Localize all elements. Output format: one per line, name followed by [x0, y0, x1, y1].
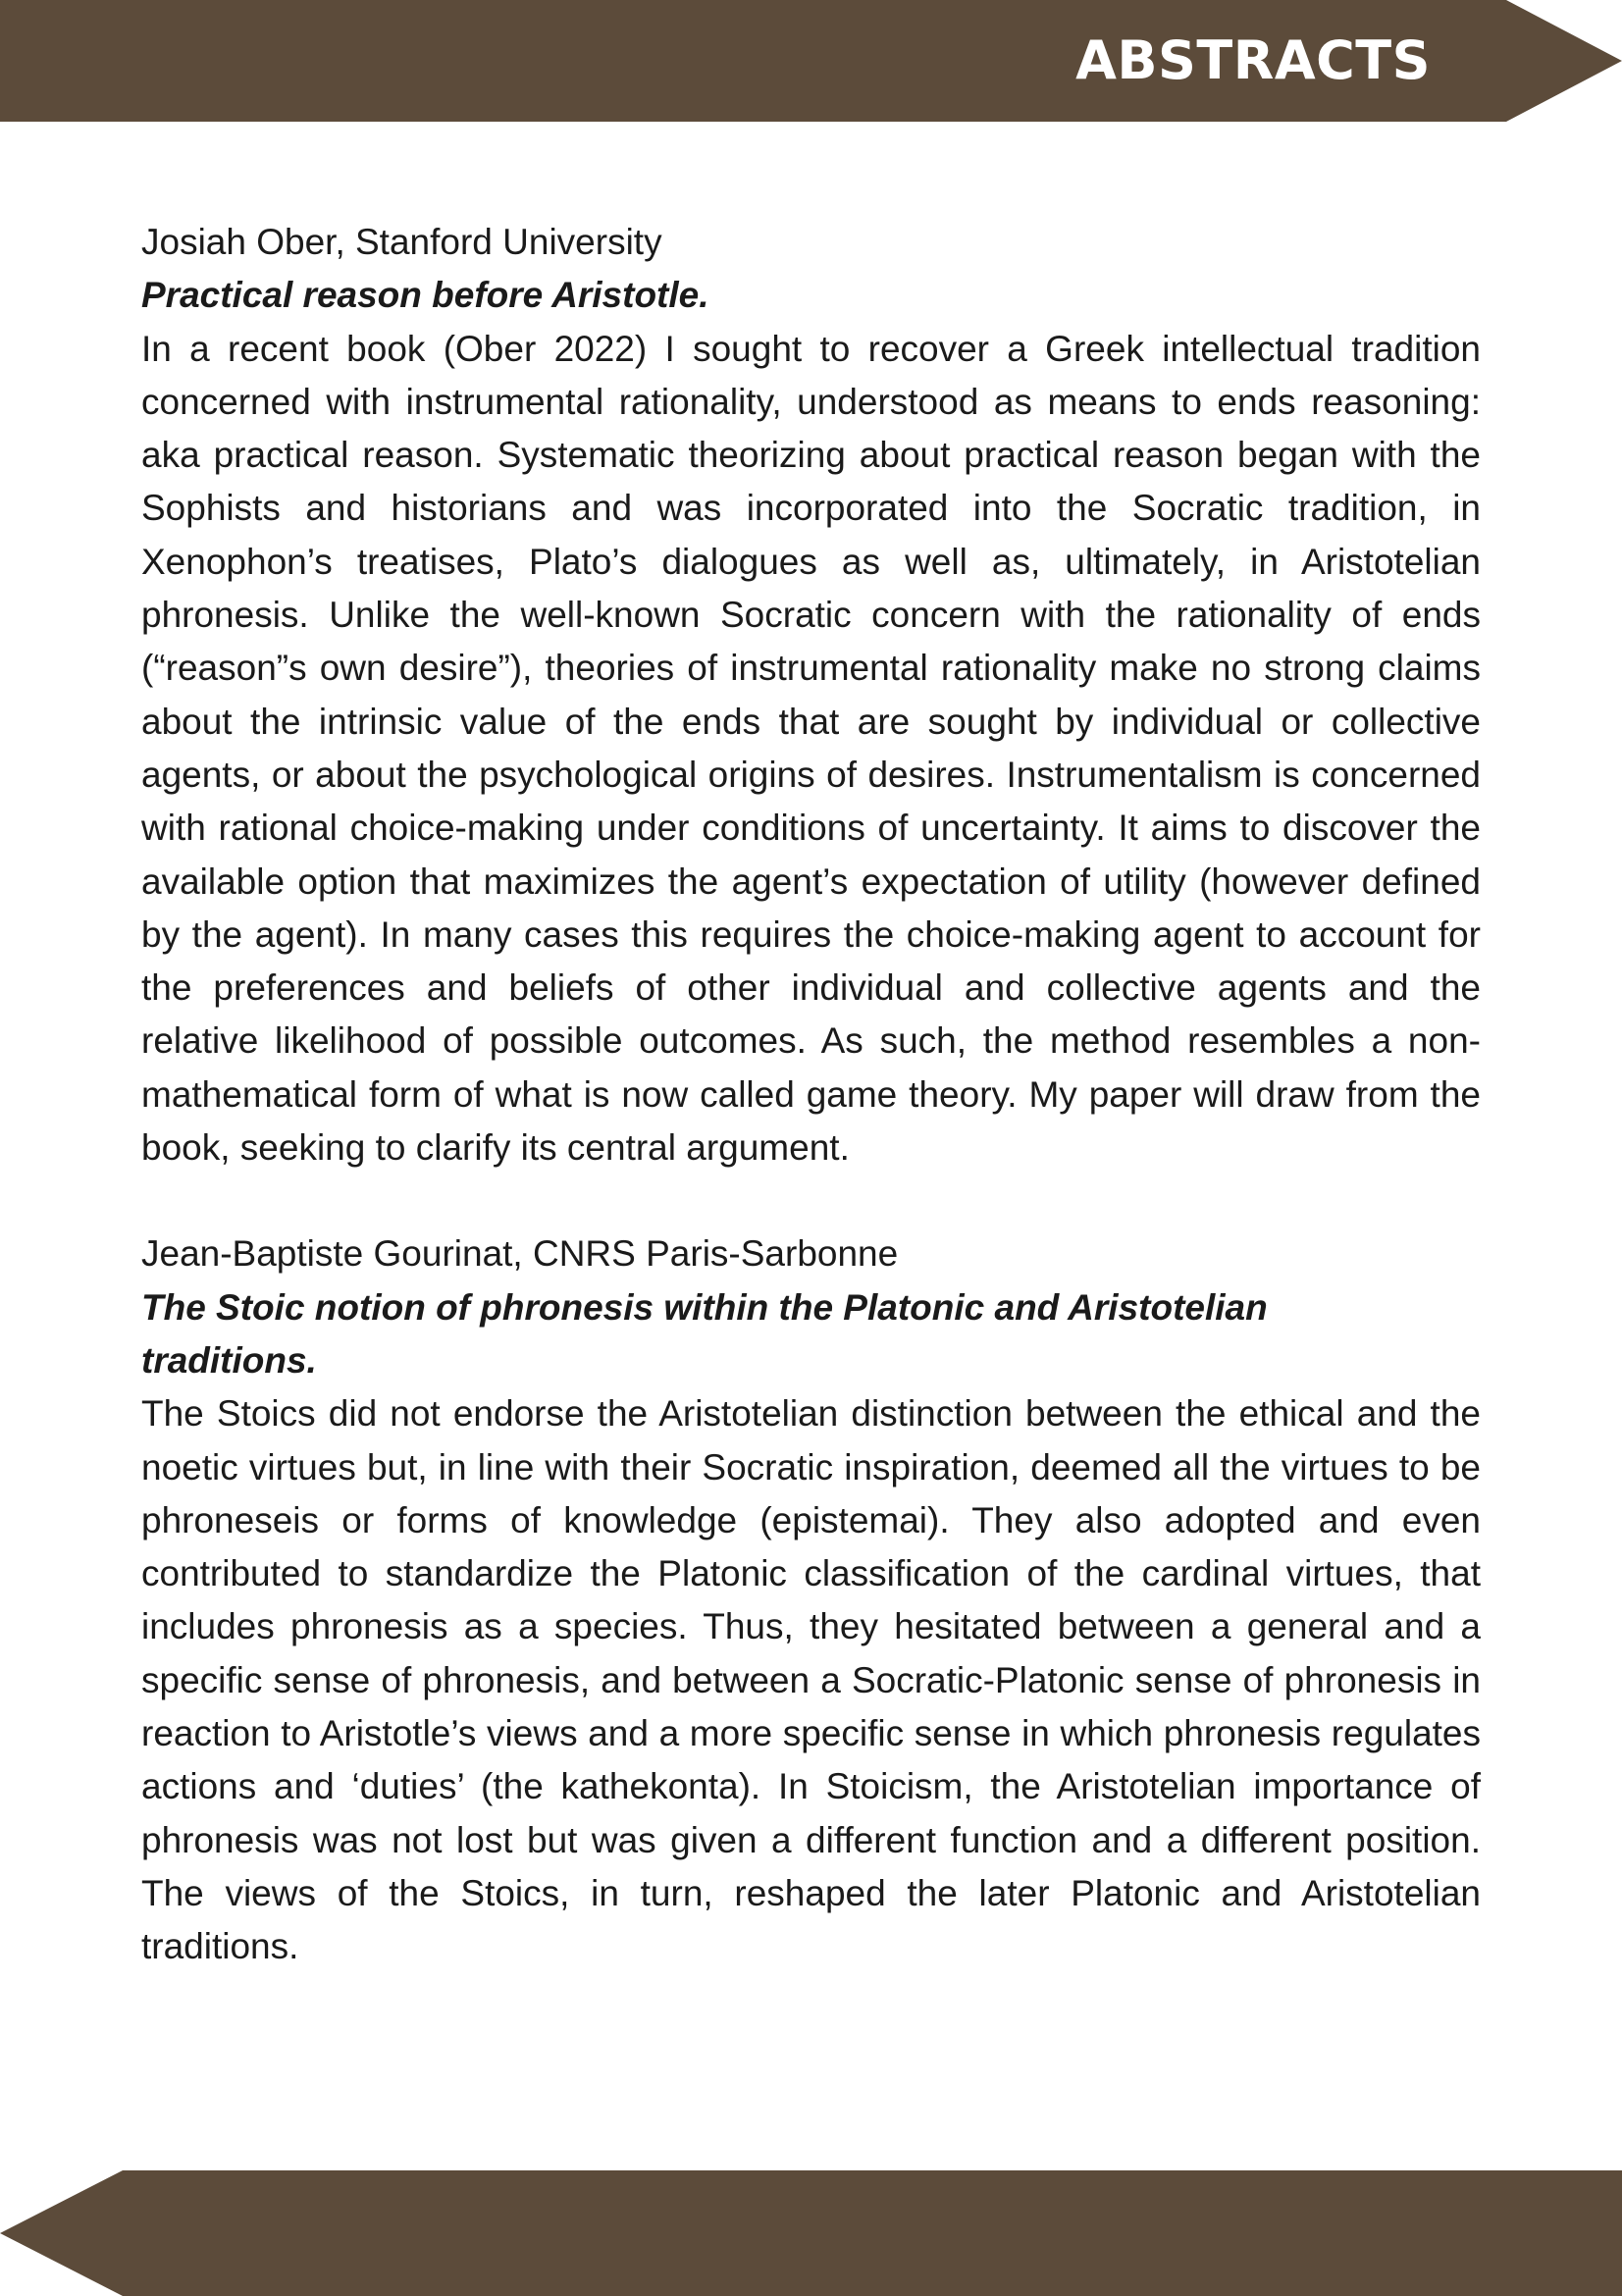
abstract-title: Practical reason before Aristotle.: [141, 275, 709, 316]
abstract-author: Josiah Ober, Stanford University: [141, 222, 662, 262]
abstract-item: [141, 1227, 1481, 1973]
abstract-item: [141, 216, 1481, 1174]
header-banner: [0, 0, 1622, 122]
abstract-author: Jean-Baptiste Gourinat, CNRS Paris-Sarbonne: [141, 1233, 899, 1275]
abstracts-list: [141, 216, 1481, 2027]
abstract-title: The Stoic notion of phronesis within the Platonic and Aristotelian traditions.: [141, 1286, 1268, 1381]
footer-arrow-shape: [0, 2170, 1622, 2296]
abstract-body: In a recent book (Ober 2022) I sought to recover a Greek intellectual tradition concerned with instrumental rationality, understood as means to ends reasoning: aka practical reason. Systematic theorizing about practical reason began with the Sophists and historians and was incorporated into the Socratic tradition, in Xenophon’s treatises, Plato’s dialogues as well as, ultimately, in Aristotelian phronesis. Unlike the well-known Socratic concern with the rationality of ends (“reason”s own desire”), theories of instrumental rationality make no strong claims about the intrinsic value of the ends that are sought by individual or collective agents, or about the psychological origins of desires. Instrumentalism is concerned with rational choice-making under conditions of uncertainty. It aims to discover the available option that maximizes the agent’s expectation of utility (however defined by the agent). In many cases this requires the choice-making agent to account for the preferences and beliefs of other individual and collective agents and the relative likelihood of possible outcomes. As such, the method resembles a non-mathematical form of what is now called game theory. My paper will draw from the book, seeking to clarify its central argument.: [141, 328, 1481, 1169]
abstract-body: The Stoics did not endorse the Aristotelian distinction between the ethical and the noetic virtues but, in line with their Socratic inspiration, deemed all the virtues to be phroneseis or forms of knowledge (epistemai). They also adopted and even contributed to standardize the Platonic classification of the cardinal virtues, that includes phronesis as a species. Thus, they hesitated between a general and a specific sense of phronesis, and between a Socratic-Platonic sense of phronesis in reaction to Aristotle’s views and a more specific sense in which phronesis regulates actions and ‘duties’ (the kathekonta). In Stoicism, the Aristotelian importance of phronesis was not lost but was given a different function and a different position. The views of the Stoics, in turn, reshaped the later Platonic and Aristotelian traditions.: [141, 1393, 1481, 1967]
section-title: ABSTRACTS: [1075, 29, 1431, 91]
footer-banner: [0, 2170, 1622, 2296]
